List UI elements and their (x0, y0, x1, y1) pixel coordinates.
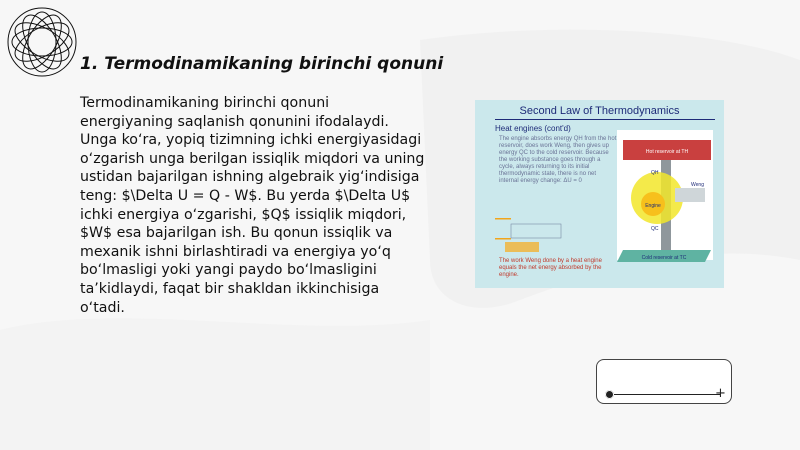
plus-icon[interactable]: + (715, 386, 726, 401)
thermodynamics-figure[interactable] (475, 100, 724, 288)
figure-subtitle: Heat engines (cont'd) (495, 124, 571, 133)
slide-body-text: Termodinamikaning birinchi qonuni energiyaning saqlanish qonunini ifodalaydi. Unga ko‘ra, yopiq tizimning ichki energiyasidagi o‘zgarish unga berilgan issiqlik miqdori va uning ustidan bajarilgan ishning algebraik yig‘indisiga teng: $\Delta U = Q - W$. Bu yerda $\Delta U$ ichki energiya o‘zgarishi, $Q$ issiqlik miqdori, $W$ esa bajarilgan ish. Bu qonun issiqlik va mexanik ishni birlashtiradi va energiya yo‘q bo‘lmasligi yoki yangi paydo bo‘lmasligini ta’kidlaydi, faqat bir shakldan ikkinchisiga o‘tadi. (80, 95, 425, 316)
engine-label: Engine (645, 203, 661, 209)
work-output (675, 188, 705, 202)
figure-paragraph: The engine absorbs energy QH from the hot reservoir, does work Weng, then gives up energy QC to the cold reservoir. Because the working substance goes through a cycle, always returning to its initial thermodynamic state, there is no net internal energy change: ΔU = 0 (499, 136, 617, 184)
record-dot-icon[interactable] (605, 390, 614, 399)
audio-timeline-control[interactable] (596, 359, 732, 404)
figure-title: Second Law of Thermodynamics (519, 105, 680, 117)
highlight-mark-1 (495, 218, 511, 220)
timeline-track[interactable] (609, 394, 721, 395)
equation-box (511, 224, 561, 238)
qc-label: QC (651, 226, 659, 232)
hot-reservoir-label: Hot reservoir at TH (645, 149, 689, 155)
equation-highlight (505, 242, 539, 252)
work-label: Weng (691, 182, 704, 188)
spirograph-logo-icon (4, 4, 80, 80)
cold-reservoir-label: Cold reservoir at TC (641, 255, 687, 261)
figure-note: The work Weng done by a heat engine equals the net energy absorbed by the engine. (499, 258, 602, 278)
slide-title: 1. Termodinamikaning birinchi qonuni (80, 54, 444, 74)
qh-label: QH (651, 170, 659, 176)
heat-engine-diagram (475, 100, 724, 288)
highlight-mark-2 (495, 238, 511, 240)
